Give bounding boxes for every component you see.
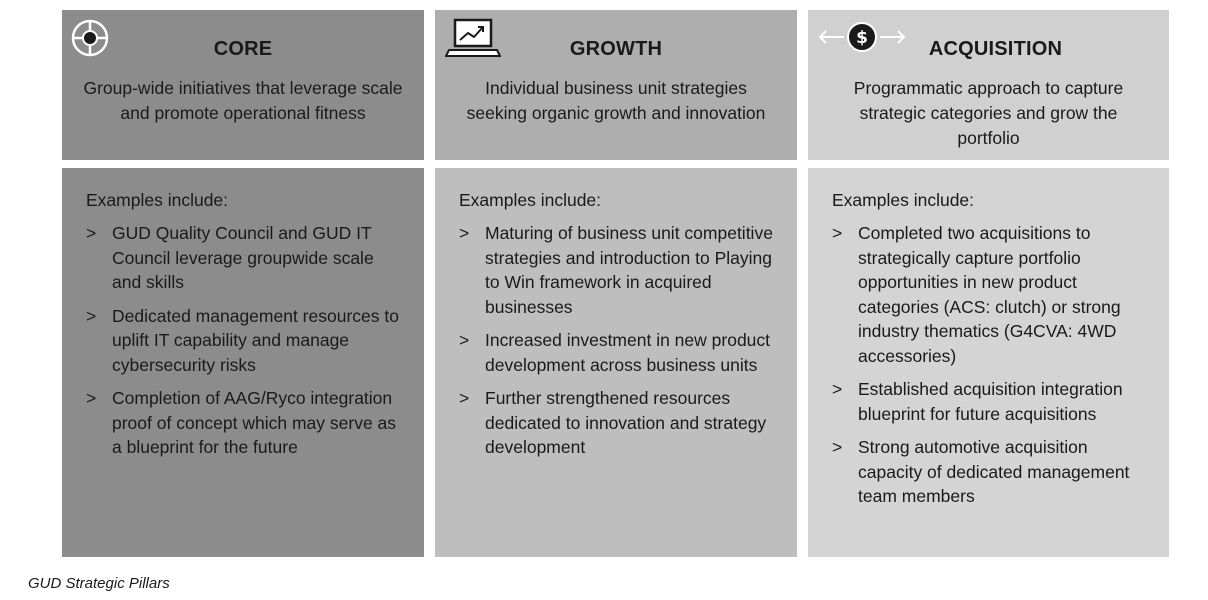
list-item [459,386,779,460]
bullet-marker: > [459,223,470,243]
bullet-marker: > [832,379,843,399]
core-bullet-list [86,221,406,460]
core-header [62,10,424,160]
acquisition-title: ACQUISITION [928,38,1063,60]
list-item [459,221,779,319]
bullet-text: Further strengthened resources dedicated to innovation and strategy development [485,388,767,457]
acquisition-header [808,10,1169,160]
bullet-text: Completed two acquisitions to strategically capture portfolio opportunities in new product categories (ACS: clutch) or strong industry thematics (G4CVA: 4WD accessories) [858,223,1121,366]
figure-caption: GUD Strategic Pillars [28,575,170,592]
core-examples [62,168,424,557]
bullet-text: Maturing of business unit competitive strategies and introduction to Playing to Win framework in acquired businesses [485,223,773,317]
bullet-marker: > [832,437,843,457]
list-item [832,377,1151,426]
bullet-text: Strong automotive acquisition capacity of dedicated management team members [858,437,1130,506]
bullet-text: Increased investment in new product development across business units [485,330,771,375]
bullet-marker: > [459,388,470,408]
growth-title: GROWTH [569,38,663,60]
bullet-text: GUD Quality Council and GUD IT Council leverage groupwide scale and skills [112,223,374,292]
growth-examples [435,168,797,557]
core-title: CORE [213,38,273,60]
list-item [832,435,1151,509]
core-description: Group-wide initiatives that leverage scale and promote operational fitness [83,78,403,123]
bullet-text: Established acquisition integration blueprint for future acquisitions [858,379,1123,424]
list-item [832,221,1151,368]
bullet-marker: > [832,223,843,243]
acquisition-examples-label: Examples include: [832,190,975,210]
bullet-marker: > [86,305,97,326]
growth-description: Individual business unit strategies seeking organic growth and innovation [466,78,766,123]
bullet-text: Dedicated management resources to uplift IT capability and manage cybersecurity risks [112,305,399,375]
growth-header [435,10,797,160]
list-item [459,328,779,377]
growth-examples-label: Examples include: [459,190,602,210]
bullet-text: Completion of AAG/Ryco integration proof of concept which may serve as a blueprint for the future [112,388,397,457]
bullet-marker: > [86,223,97,243]
bullet-marker: > [459,330,470,350]
list-item [86,221,406,295]
acquisition-description: Programmatic approach to capture strategic categories and grow the portfolio [853,78,1124,148]
acquisition-bullet-list [832,221,1151,509]
list-item [86,304,406,378]
core-examples-label: Examples include: [86,190,229,210]
acquisition-examples [808,168,1169,557]
bullet-marker: > [86,388,97,408]
list-item [86,386,406,460]
svg-text:$: $ [856,28,868,48]
growth-bullet-list [459,221,779,460]
